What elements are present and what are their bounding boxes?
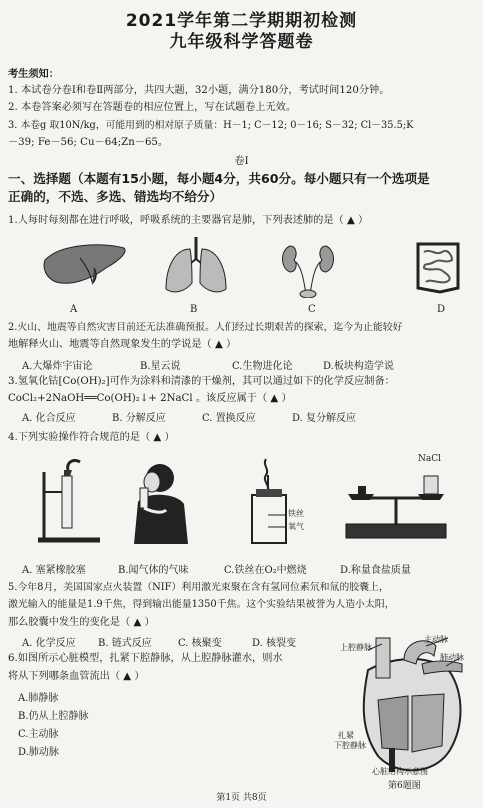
q5-stem-line3: 那么胶囊中发生的变化是（ ▲ ） xyxy=(8,617,155,628)
notice-item-1: 1. 本试卷分卷Ⅰ和卷Ⅱ两部分，共四大题，32小题，满分180分，考试时间120分钟。 xyxy=(8,85,390,96)
exam-subtitle: 九年级科学答题卷 xyxy=(169,32,314,52)
q5-option-a: A. 化学反应 xyxy=(22,638,76,649)
svc-label: 上腔静脉 xyxy=(340,643,372,652)
q2-option-d: D.板块构造学说 xyxy=(323,361,394,372)
q4-stem: 4.下列实验操作符合规范的是（ ▲ ） xyxy=(8,432,175,443)
q2-option-b: B.星云说 xyxy=(140,361,181,372)
volume-label: 卷Ⅰ xyxy=(234,156,249,167)
exam-title: 2021学年第二学期期初检测 xyxy=(125,11,358,31)
page-footer: 第1页 共8页 xyxy=(216,793,267,803)
q3-option-d: D. 复分解反应 xyxy=(292,413,357,424)
q1-stem: 1.人每时每刻都在进行呼吸，呼吸系统的主要器官是肺，下列表述肺的是（ ▲ ） xyxy=(8,215,369,226)
pulmonary-artery-label: 肺动脉 xyxy=(440,653,464,662)
notice-item-4: －39; Fe－56; Cu－64;Zn－65。 xyxy=(8,137,169,148)
nacl-label: NaCl xyxy=(418,454,442,464)
section1-heading-cont: 正确的，不选、多选、错选均不给分） xyxy=(8,189,223,204)
q4-option-b: B.闻气体的气味 xyxy=(118,565,189,576)
q1-label-a: A xyxy=(70,304,78,315)
heart-model-label: 心脏结构示意图 xyxy=(372,767,428,776)
q4-option-a: A. 塞紧橡胶塞 xyxy=(22,565,86,576)
q2-stem-line1: 2.火山、地震等自然灾害目前还无法准确预报。人们经过长期艰苦的探索，迄今为止能较好 xyxy=(8,322,403,333)
smelling-gas-figure xyxy=(122,462,194,544)
q1-label-b: B xyxy=(190,304,198,315)
balance-figure xyxy=(338,468,454,542)
oxygen-label: 氧气 xyxy=(288,522,304,531)
q5-option-b: B. 链式反应 xyxy=(98,638,152,649)
q6-figure-caption: 第6题图 xyxy=(388,781,421,791)
notice-item-3: 3. 本卷g 取10N/kg，可能用到的相对原子质量：H－1; C－12; 0－16; S－32; Cl－35.5;K xyxy=(8,120,414,131)
ivc-label: 下腔静脉 xyxy=(334,741,366,750)
liver-figure xyxy=(40,238,130,298)
q1-label-d: D xyxy=(437,304,446,315)
q6-option-b: B.仍从上腔静脉 xyxy=(18,711,89,722)
q6-option-c: C.主动脉 xyxy=(18,729,59,740)
q3-option-c: C. 置换反应 xyxy=(202,413,256,424)
q6-stem-line2: 将从下列哪条血管流出（ ▲ ） xyxy=(8,671,145,682)
q6-option-d: D.肺动脉 xyxy=(18,747,59,758)
kidneys-figure xyxy=(278,238,338,298)
q5-stem-line1: 5.今年8月，美国国家点火装置（NIF）利用激光束聚在含有氢同位素氘和氚的胶囊上， xyxy=(8,582,389,593)
q3-option-b: B. 分解反应 xyxy=(112,413,166,424)
test-tube-stand-figure xyxy=(30,452,110,547)
iron-wire-o2-figure xyxy=(238,455,318,547)
q5-stem-line2: 激光输入的能量是1.9千焦，得到输出能量1350千焦。这个实验结果被誉为人造小太阳， xyxy=(8,599,395,610)
q3-stem-line2: CoCl₂+2NaOH══Co(OH)₂↓+ 2NaCl 。该反应属于（ ▲ ） xyxy=(8,393,292,404)
q6-stem-line1: 6.如图所示心脏模型，扎紧下腔静脉，从上腔静脉灌水，则水 xyxy=(8,653,283,664)
q3-stem-line1: 3.氢氧化钴[Co(OH)₂]可作为涂料和清漆的干燥剂，其可以通过如下的化学反应制备： xyxy=(8,376,395,387)
q4-option-c: C.铁丝在O₂中燃烧 xyxy=(224,565,307,576)
intestine-figure xyxy=(410,236,466,300)
iron-wire-label: 铁丝 xyxy=(288,509,304,518)
section1-heading: 一、选择题（本题有15小题，每小题4分，共60分。每小题只有一个选项是 xyxy=(8,171,430,186)
notice-heading: 考生须知： xyxy=(8,69,59,80)
q1-label-c: C xyxy=(308,304,316,315)
ivc-tie-label: 扎紧 xyxy=(338,731,354,740)
aorta-label: 主动脉 xyxy=(424,635,448,644)
q5-option-c: C. 核聚变 xyxy=(178,638,222,649)
q2-stem-line2: 地解释火山、地震等自然现象发生的学说是（ ▲ ） xyxy=(8,339,237,350)
q4-option-d: D.称量食盐质量 xyxy=(340,565,411,576)
lungs-figure xyxy=(160,235,232,301)
q2-option-a: A.大爆炸宇宙论 xyxy=(22,361,93,372)
notice-item-2: 2. 本卷答案必须写在答题卷的相应位置上，写在试题卷上无效。 xyxy=(8,102,297,113)
q5-option-d: D. 核裂变 xyxy=(252,638,297,649)
q2-option-c: C.生物进化论 xyxy=(232,361,293,372)
q6-option-a: A.肺静脉 xyxy=(18,693,59,704)
q3-option-a: A. 化合反应 xyxy=(22,413,76,424)
